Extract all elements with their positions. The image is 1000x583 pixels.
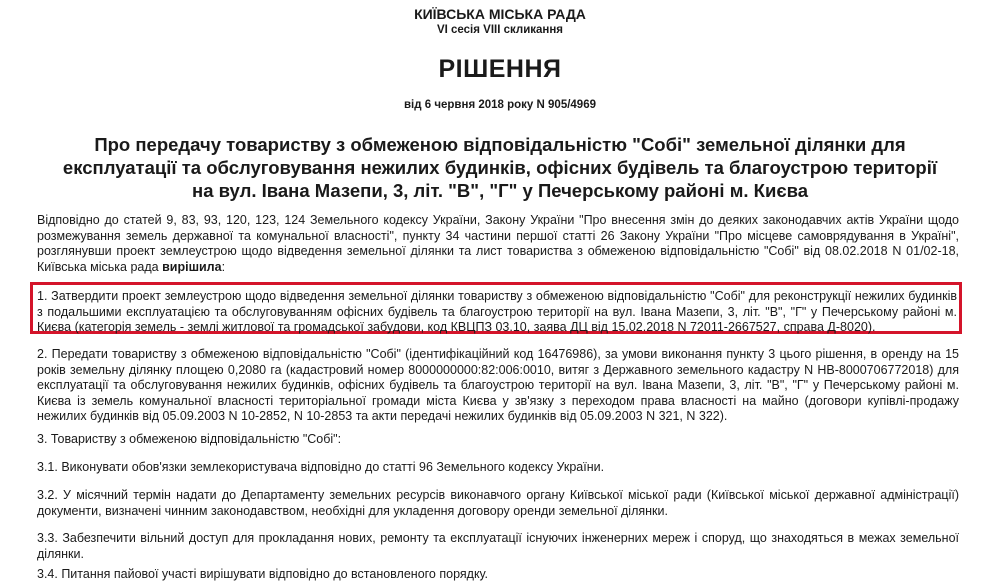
- item-3: 3. Товариству з обмеженою відповідальністю "Собі":: [37, 432, 342, 446]
- item-3-3: 3.3. Забезпечити вільний доступ для прокладання нових, ремонту та експлуатації існуючих інженерних мереж і споруд, що знаходяться в межах земельної ділянки.: [37, 531, 959, 561]
- document-date: від 6 червня 2018 року N 905/4969: [403, 99, 596, 111]
- item-1: 1. Затвердити проект землеустрою щодо відведення земельної ділянки товариству з обмеженою відповідальністю "Собі" для реконструкції нежилих будинків з подальшими експлуатацією та обслуговуванням офісних будівель та благоустрою території на вул. Івана Мазепи, 3, літ. "В", "Г" у Печерському районі м. Києва (категорія земель - землі житлової та громадської забудови, код КВЦПЗ 03.10, заява ДЦ від 15.02.2018 N 72011-2667527, справа Д-8020).: [37, 289, 957, 334]
- item-2: 2. Передати товариству з обмеженою відповідальністю "Собі" (ідентифікаційний код 16476986), за умови виконання пункту 3 цього рішення, в оренду на 15 років земельну ділянку площею 0,2080 га (кадастровий номер 8000000000:82:006:0010, витяг з Державного земельного кадастру N НВ-8000706772018) для експлуатації та обслуговування нежилих будинків, офісних будівель та благоустрою території на вул. Івана Мазепи, 3, літ. "В", "Г" у Печерському районі м. Києва із земель комунальної власності територіальної громади міста Києва у зв'язку з переходом права власності на майно (договори купівлі-продажу нежилих будинків від 05.09.2003 N 10-2852, N 10-2853 та акти передачі нежилих будинків від 05.09.2003 N 321, N 322).: [37, 347, 959, 423]
- item-3-2: 3.2. У місячний термін надати до Департаменту земельних ресурсів виконавчого органу Київської міської ради (Київської міської державної адміністрації) документи, визначені чинним законодавством, необхідні для укладення договору оренди земельної ділянки.: [37, 488, 959, 518]
- item-3-4: 3.4. Питання пайової участі вирішувати відповідно до встановленого порядку.: [37, 567, 489, 581]
- item-3-1: 3.1. Виконувати обов'язки землекористувача відповідно до статті 96 Земельного кодексу України.: [37, 460, 605, 474]
- document-subject: Про передачу товариству з обмеженою відповідальністю "Собі" земельної ділянки для експлуатації та обслуговування нежилих будинків, офісних будівель та благоустрою території на вул. Івана Мазепи, 3, літ. "В", "Г" у Печерському районі м. Києва: [62, 134, 938, 201]
- intro-end: :: [221, 259, 226, 274]
- intro-text: Відповідно до статей 9, 83, 93, 120, 123, 124 Земельного кодексу України, Закону України "Про внесення змін до деяких законодавчих актів України щодо розмежування земель державної та комунальної власності", пункту 34 частини першої статті 26 Закону України "Про місцеве самоврядування в Україні", розглянувши проект землеустрою щодо відведення земельної ділянки та лист товариства з обмеженою відповідальністю "Собі" від 08.02.2018 N 01/02-18, Київська міська рада: [37, 213, 959, 274]
- session-line: VI сесія VIII скликання: [436, 24, 564, 36]
- intro-decided: вирішила: [162, 259, 222, 274]
- council-name: КИЇВСЬКА МІСЬКА РАДА: [414, 6, 586, 22]
- document-title: РІШЕННЯ: [438, 55, 562, 83]
- intro-paragraph: [37, 213, 959, 275]
